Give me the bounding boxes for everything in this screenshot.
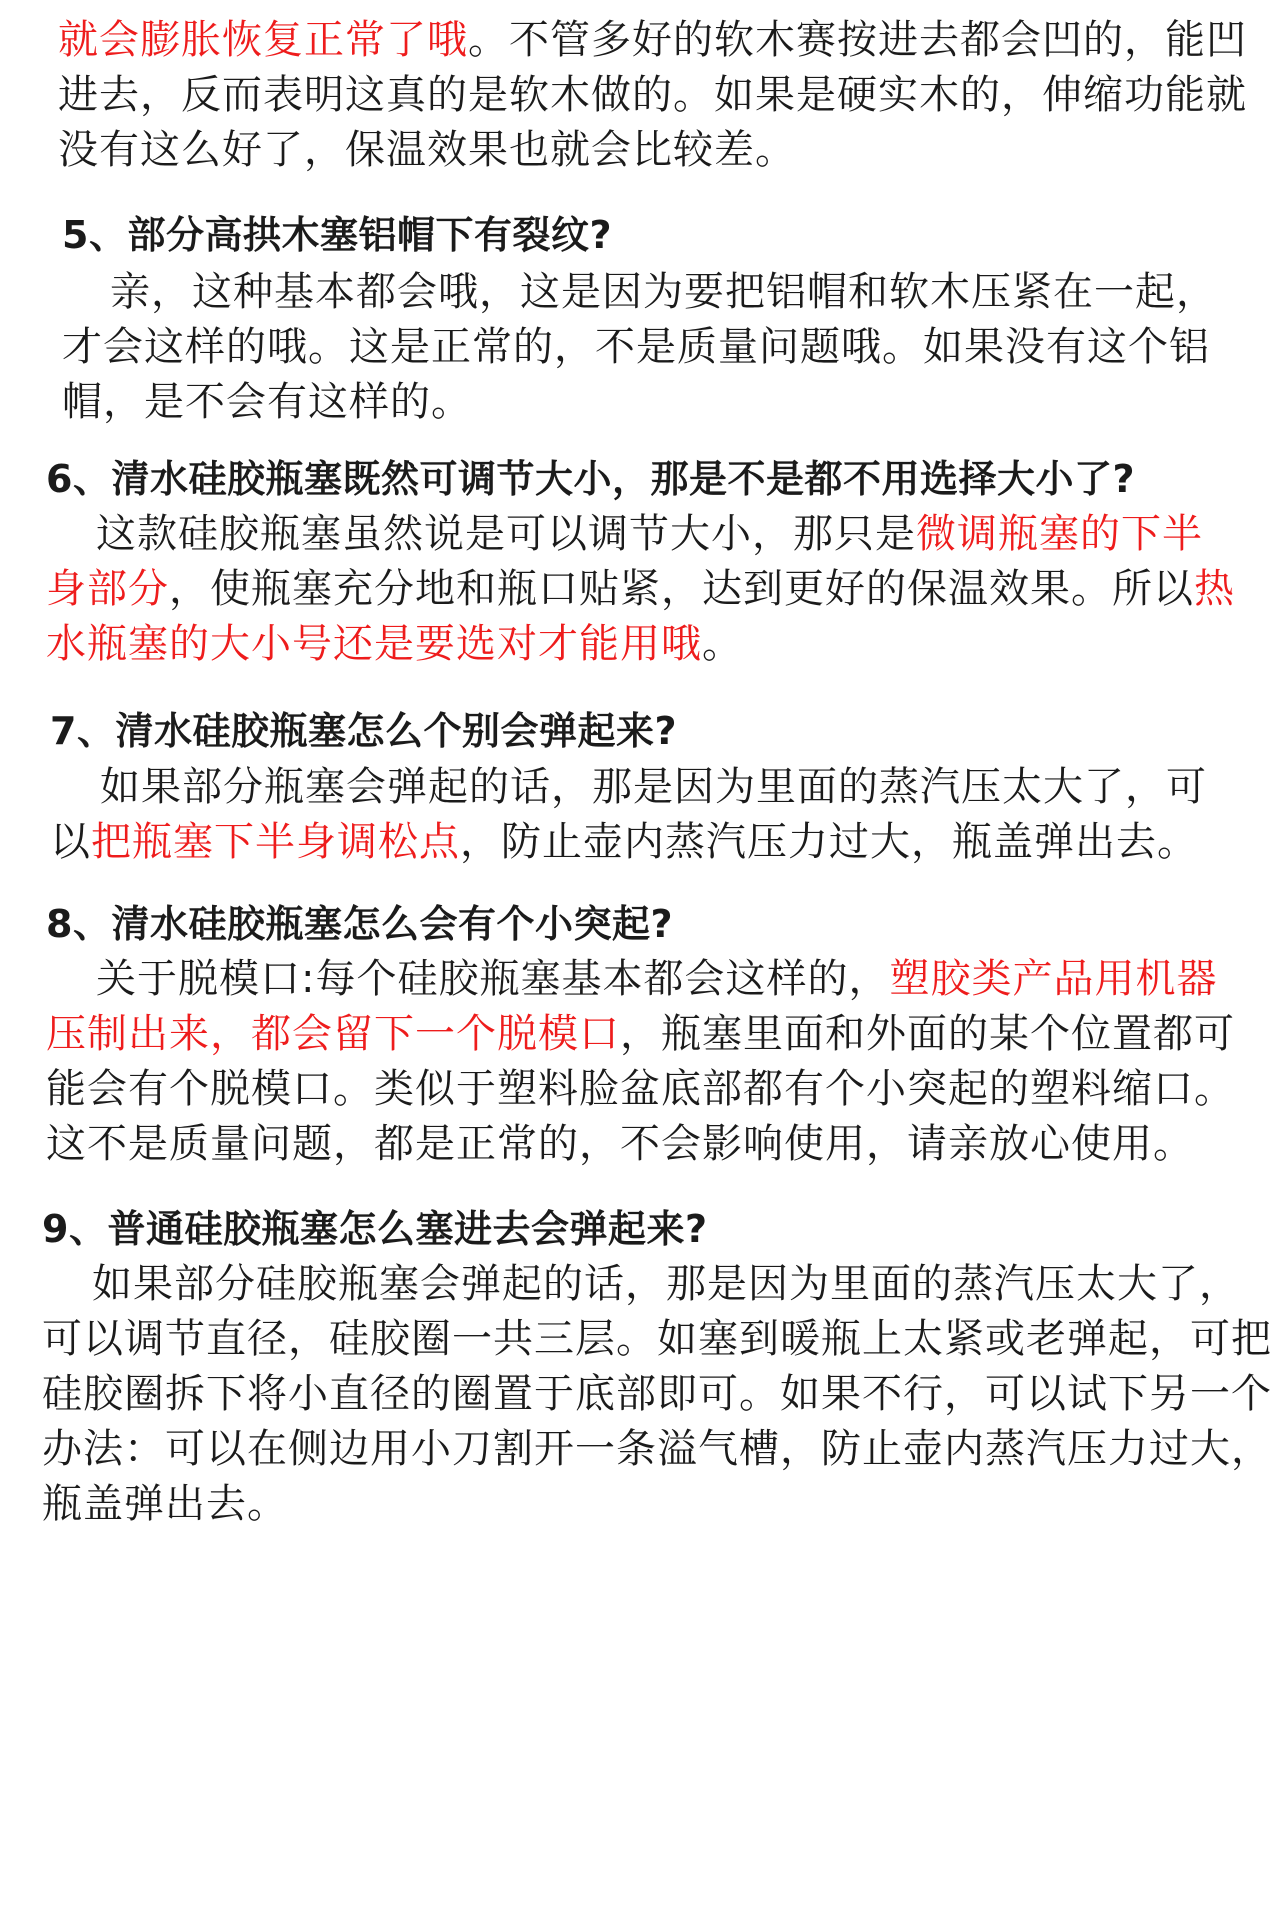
answer-8-line-2 (46, 1010, 1235, 1058)
answer-7-line-2 (50, 818, 1198, 866)
answer-5-line-3: 帽，是不会有这样的。 (62, 379, 472, 425)
answer-9-line-1: 如果部分硅胶瓶塞会弹起的话，那是因为里面的蒸汽压太大了， (92, 1261, 1240, 1307)
answer-6-line-1 (96, 510, 1203, 558)
answer-9-line-5: 瓶盖弹出去。 (42, 1481, 288, 1527)
answer-6-highlight-2: 身部分 (46, 566, 169, 612)
answer-8-line-3: 能会有个脱模口。类似于塑料脸盆底部都有个小突起的塑料缩口。 (46, 1066, 1235, 1112)
answer-8-highlight-1: 塑胶类产品用机器 (889, 956, 1218, 1002)
answer-6-highlight-3: 热 (1194, 566, 1235, 612)
answer-7-line-2-start: 以 (50, 819, 91, 865)
intro-line-1 (58, 16, 1247, 64)
answer-7-line-2-text: ，防止壶内蒸汽压力过大，瓶盖弹出去。 (460, 819, 1198, 865)
answer-6-line-1-text: 这款硅胶瓶塞虽然说是可以调节大小，那只是 (96, 511, 916, 557)
answer-8-highlight-2: 压制出来，都会留下一个脱模口 (46, 1011, 620, 1057)
answer-8-line-1-text: 关于脱模口:每个硅胶瓶塞基本都会这样的， (96, 956, 890, 1002)
question-7: 7、清水硅胶瓶塞怎么个别会弹起来? (50, 709, 677, 753)
question-5: 5、部分高拱木塞铝帽下有裂纹? (62, 213, 612, 257)
answer-6-line-3 (46, 620, 743, 668)
answer-9-line-2: 可以调节直径，硅胶圈一共三层。如塞到暖瓶上太紧或老弹起，可把 (42, 1316, 1272, 1362)
question-6: 6、清水硅胶瓶塞既然可调节大小，那是不是都不用选择大小了? (46, 457, 1135, 501)
answer-8-line-1 (96, 955, 1217, 1003)
answer-7-highlight: 把瓶塞下半身调松点 (91, 819, 460, 865)
intro-line-1-rest: 。不管多好的软木赛按进去都会凹的，能凹 (468, 17, 1247, 63)
answer-6-line-2-text: ，使瓶塞充分地和瓶口贴紧，达到更好的保温效果。所以 (169, 566, 1194, 612)
answer-8-line-4: 这不是质量问题，都是正常的，不会影响使用，请亲放心使用。 (46, 1121, 1194, 1167)
question-8: 8、清水硅胶瓶塞怎么会有个小突起? (46, 902, 673, 946)
answer-9-line-3: 硅胶圈拆下将小直径的圈置于底部即可。如果不行，可以试下另一个 (42, 1371, 1272, 1417)
answer-6-line-3-end: 。 (702, 621, 743, 667)
answer-8-line-2-text: ，瓶塞里面和外面的某个位置都可 (620, 1011, 1235, 1057)
answer-6-highlight-4: 水瓶塞的大小号还是要选对才能用哦 (46, 621, 702, 667)
intro-line-3: 没有这么好了，保温效果也就会比较差。 (58, 127, 796, 173)
intro-highlight: 就会膨胀恢复正常了哦 (58, 17, 468, 63)
question-9: 9、普通硅胶瓶塞怎么塞进去会弹起来? (42, 1207, 708, 1251)
answer-6-line-2 (46, 565, 1235, 613)
answer-9-line-4: 办法：可以在侧边用小刀割开一条溢气槽，防止壶内蒸汽压力过大， (42, 1426, 1272, 1472)
answer-5-line-1: 亲，这种基本都会哦，这是因为要把铝帽和软木压紧在一起， (110, 269, 1217, 315)
intro-line-2: 进去，反而表明这真的是软木做的。如果是硬实木的，伸缩功能就 (58, 72, 1247, 118)
answer-7-line-1: 如果部分瓶塞会弹起的话，那是因为里面的蒸汽压太大了，可 (100, 764, 1207, 810)
answer-5-line-2: 才会这样的哦。这是正常的，不是质量问题哦。如果没有这个铝 (62, 324, 1210, 370)
answer-6-highlight-1: 微调瓶塞的下半 (916, 511, 1203, 557)
